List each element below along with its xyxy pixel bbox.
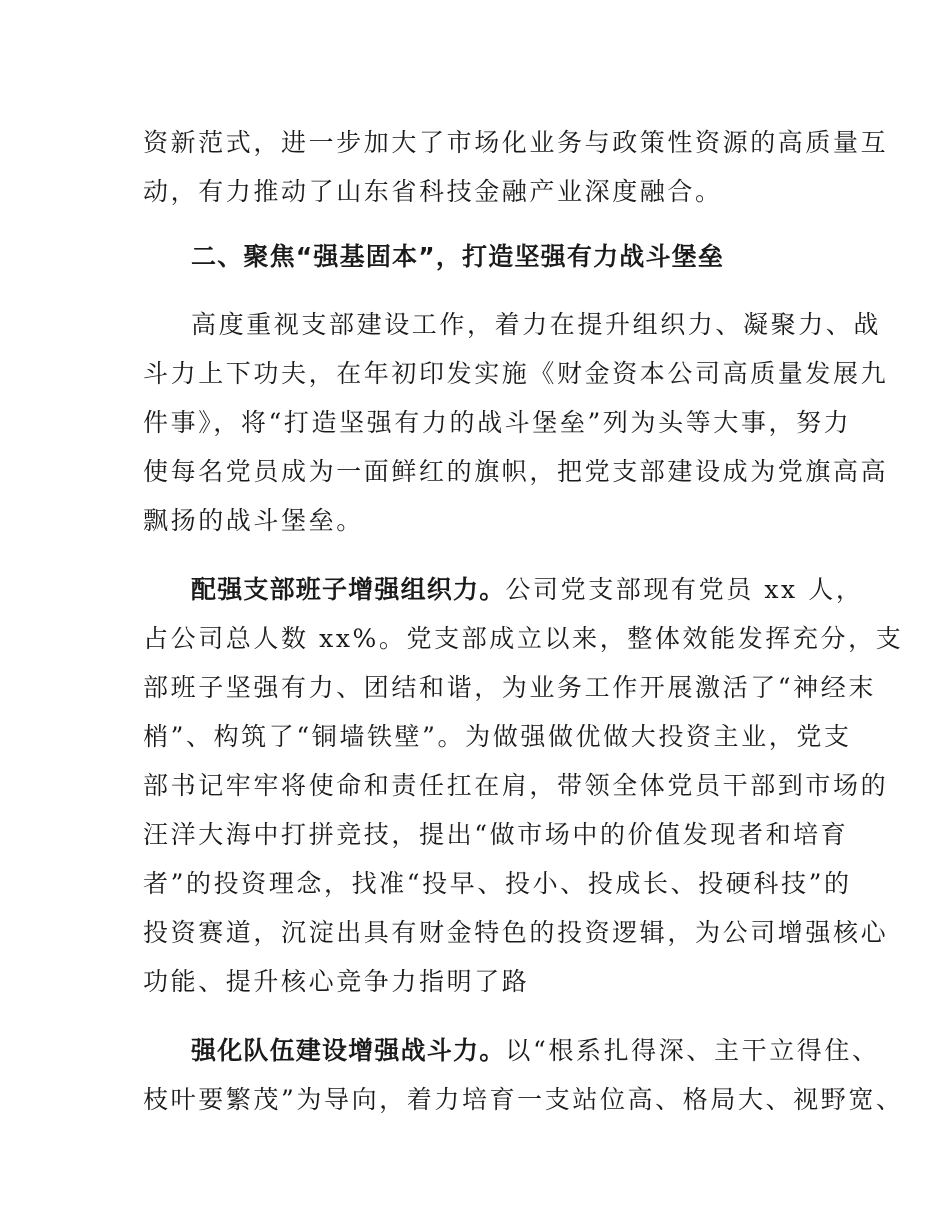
paragraph-line: 梢”、构筑了“铜墙铁壁”。为做强做优做大投资主业，党支 — [143, 722, 852, 751]
paragraph-line: 资新范式，进一步加大了市场化业务与政策性资源的高质量互 — [143, 128, 889, 157]
paragraph-line: 汪洋大海中打拼竞技，提出“做市场中的价值发现者和培育 — [143, 820, 849, 849]
paragraph-line: 使每名党员成为一面鲜红的旗帜，把党支部建设成为党旗高高 — [143, 457, 889, 486]
paragraph-line: 动，有力推动了山东省科技金融产业深度融合。 — [143, 177, 723, 206]
paragraph-line: 高度重视支部建设工作，着力在提升组织力、凝聚力、战 — [191, 310, 882, 339]
paragraph-text: 以“根系扎得深、主干立得住、 — [505, 1036, 880, 1065]
paragraph-line: 部书记牢牢将使命和责任扛在肩，带领全体党员干部到市场的 — [143, 771, 889, 800]
paragraph-line: 者”的投资理念，找准“投早、投小、投成长、投硬科技”的 — [143, 869, 852, 898]
paragraph-lead: 强化队伍建设增强战斗力。 — [191, 1036, 506, 1065]
paragraph-line: 占公司总人数 xx%。党支部成立以来，整体效能发挥充分，支 — [143, 624, 904, 653]
paragraph-line: 投资赛道，沉淀出具有财金特色的投资逻辑，为公司增强核心 — [143, 918, 889, 947]
paragraph-line: 件事》，将“打造坚强有力的战斗堡垒”列为头等大事，努力 — [143, 408, 852, 437]
paragraph-line: 飘扬的战斗堡垒。 — [143, 506, 364, 535]
paragraph-text: 公司党支部现有党员 xx 人， — [505, 575, 864, 604]
paragraph-line — [191, 575, 864, 605]
paragraph-line: 枝叶要繁茂”为导向，着力培育一支站位高、格局大、视野宽、 — [143, 1085, 904, 1114]
paragraph-line: 功能、提升核心竞争力指明了路 — [143, 967, 530, 996]
paragraph-lead: 配强支部班子增强组织力。 — [191, 575, 506, 604]
paragraph-line — [191, 1036, 880, 1066]
section-heading: 二、聚焦“强基固本”，打造坚强有力战斗堡垒 — [191, 242, 725, 271]
paragraph-line: 斗力上下功夫，在年初印发实施《财金资本公司高质量发展九 — [143, 359, 889, 388]
paragraph-line: 部班子坚强有力、团结和谐，为业务工作开展激活了“神经末 — [143, 673, 876, 702]
